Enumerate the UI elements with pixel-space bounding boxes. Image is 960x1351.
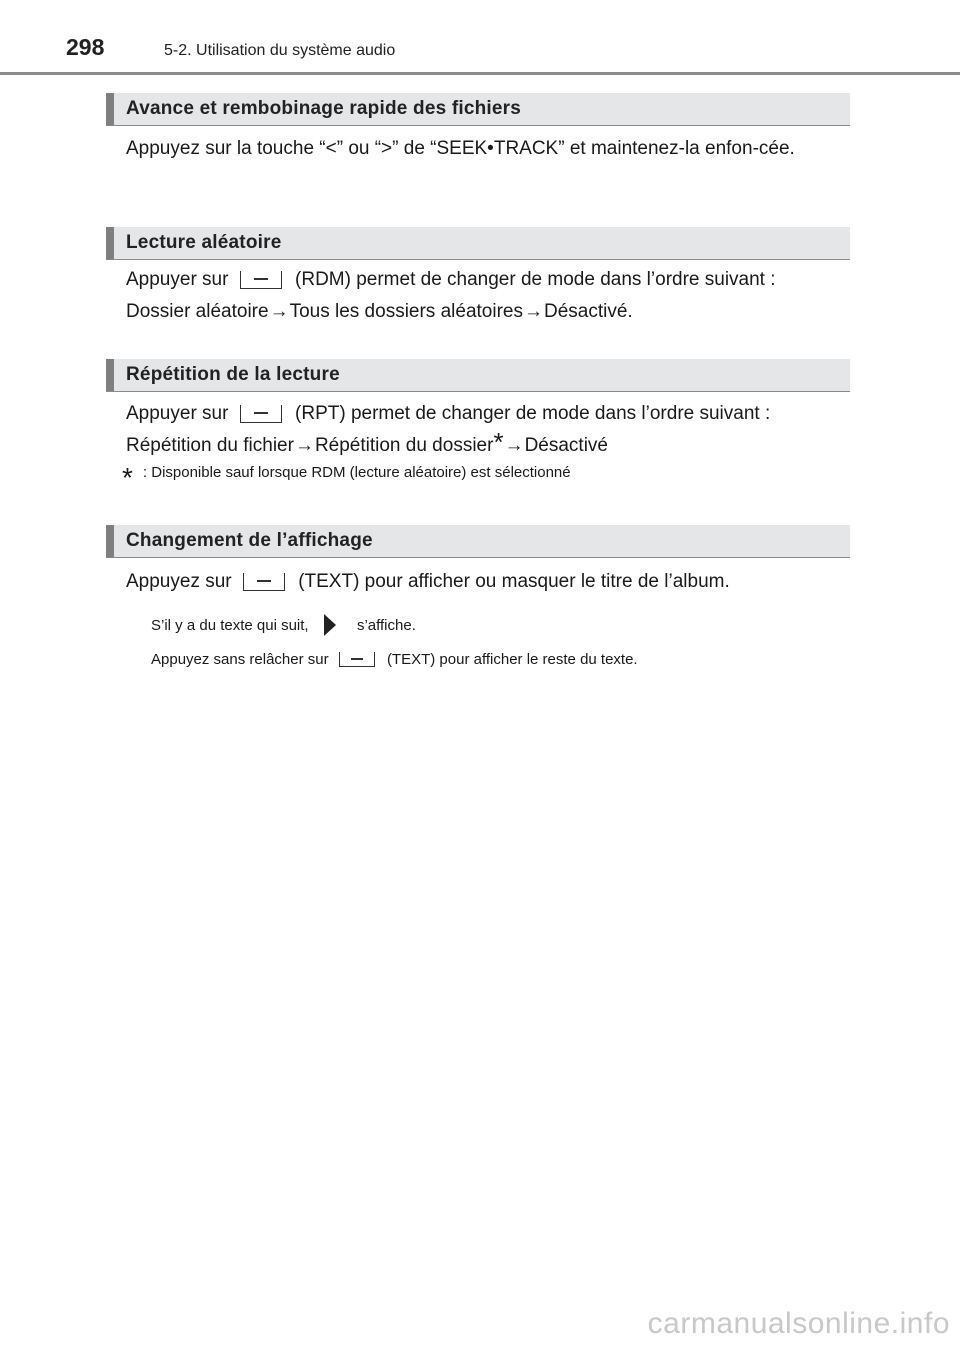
instruction-text: (RPT) permet de changer de mode dans l’ordre suivant : xyxy=(295,403,771,424)
rpt-button-icon xyxy=(240,405,282,423)
note-text: Appuyez sans relâcher sur xyxy=(151,651,329,668)
section-heading-random xyxy=(106,227,850,260)
arrow-icon: → xyxy=(269,301,289,322)
rdm-button-icon xyxy=(240,271,282,289)
mode-step: Tous les dossiers aléatoires xyxy=(289,301,523,322)
header-rule xyxy=(0,72,960,75)
mode-step: Répétition du dossier xyxy=(314,435,494,456)
instruction-text: (TEXT) pour afficher ou masquer le titre de l’album. xyxy=(298,571,730,592)
text-button-icon xyxy=(339,652,375,667)
footnote-star: * xyxy=(493,427,504,457)
play-indicator-icon xyxy=(323,614,337,636)
footnote-text: : Disponible sauf lorsque RDM (lecture aléatoire) est sélectionné xyxy=(142,464,571,481)
note-text: S’il y a du texte qui suit, xyxy=(151,617,309,634)
note-text: (TEXT) pour afficher le reste du texte. xyxy=(386,651,638,668)
section-heading-display xyxy=(106,525,850,558)
mode-sequence xyxy=(126,296,842,328)
arrow-icon: → xyxy=(504,435,524,456)
footnote xyxy=(122,462,842,494)
heading-accent-bar xyxy=(106,359,114,391)
footnote-mark: * xyxy=(122,462,133,493)
section-heading-fast-forward xyxy=(106,93,850,126)
heading-accent-bar xyxy=(106,93,114,125)
note-more-text xyxy=(151,614,851,637)
mode-step: Désactivé xyxy=(524,435,608,456)
section-title: Changement de l’affichage xyxy=(126,530,373,551)
breadcrumb: 5-2. Utilisation du système audio xyxy=(164,42,396,59)
section-body-fast-forward: Appuyez sur la touche “<” ou “>” de “SEEK•TRACK” et maintenez-la enfon-cée. xyxy=(126,138,795,159)
instruction-text: Appuyer sur xyxy=(126,269,229,290)
note-text: s’affiche. xyxy=(356,617,416,634)
heading-accent-bar xyxy=(106,227,114,259)
section-title: Avance et rembobinage rapide des fichiers xyxy=(126,98,522,119)
mode-step: Répétition du fichier xyxy=(126,435,294,456)
section-body-display xyxy=(126,566,842,598)
section-heading-repeat xyxy=(106,359,850,392)
section-title: Lecture aléatoire xyxy=(126,232,282,253)
mode-step: Dossier aléatoire xyxy=(126,301,269,322)
arrow-icon: → xyxy=(523,301,543,322)
section-title: Répétition de la lecture xyxy=(126,364,340,385)
instruction-text: (RDM) permet de changer de mode dans l’ordre suivant : xyxy=(295,269,776,290)
note-hold-text xyxy=(151,649,851,671)
mode-step: Désactivé. xyxy=(543,301,633,322)
text-button-icon xyxy=(243,573,285,591)
mode-sequence xyxy=(126,427,842,462)
instruction-text: Appuyez sur xyxy=(126,571,232,592)
section-body-repeat xyxy=(126,398,842,462)
heading-accent-bar xyxy=(106,525,114,557)
instruction-line xyxy=(126,398,842,430)
arrow-icon: → xyxy=(294,435,314,456)
section-body-random xyxy=(126,264,842,328)
instruction-text: Appuyer sur xyxy=(126,403,229,424)
instruction-line xyxy=(126,264,842,296)
page-number: 298 xyxy=(66,34,105,60)
watermark: carmanualsonline.info xyxy=(647,1307,950,1340)
